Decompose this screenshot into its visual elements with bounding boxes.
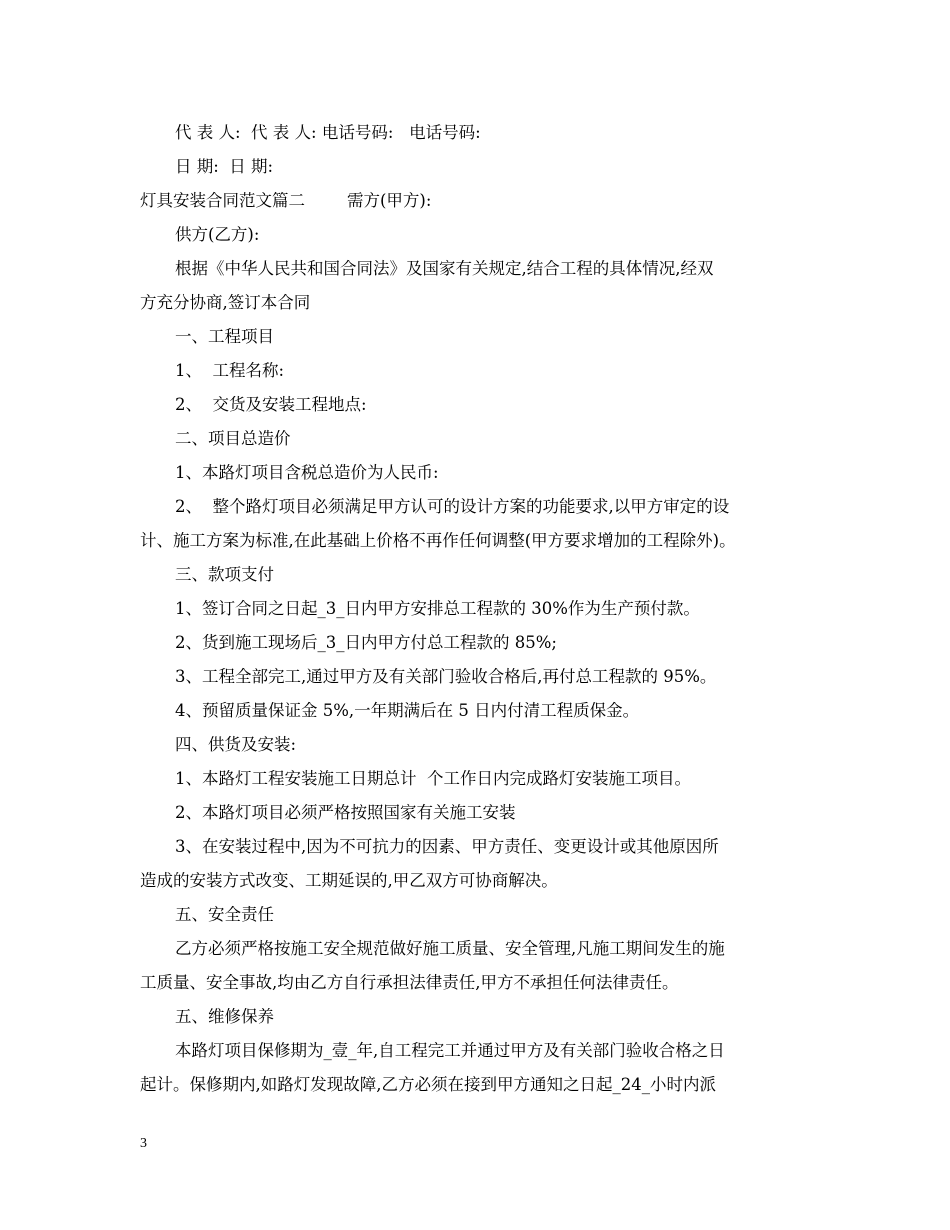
text-line: 起计。保修期内,如路灯发现故障,乙方必须在接到甲方通知之日起_24_小时内派 [140, 1075, 716, 1094]
text-line: 供方(乙方): [175, 225, 260, 244]
text-line: 灯具安装合同范文篇二 需方(甲方): [140, 191, 432, 210]
contract-body [140, 116, 830, 1102]
text-line: 五、安全责任 [175, 905, 274, 924]
text-line: 2、货到施工现场后_3_日内甲方付总工程款的 85%; [175, 633, 557, 652]
text-line: 2、 整个路灯项目必须满足甲方认可的设计方案的功能要求,以甲方审定的设 [175, 497, 730, 516]
text-line: 3、工程全部完工,通过甲方及有关部门验收合格后,再付总工程款的 95%。 [175, 667, 717, 686]
text-line: 工质量、安全事故,均由乙方自行承担法律责任,甲方不承担任何法律责任。 [140, 973, 679, 992]
text-line: 3、在安装过程中,因为不可抗力的因素、甲方责任、变更设计或其他原因所 [175, 837, 719, 856]
text-line: 乙方必须严格按施工安全规范做好施工质量、安全管理,凡施工期间发生的施 [175, 939, 725, 958]
text-line: 日 期: 日 期: [175, 157, 274, 176]
text-line: 根据《中华人民共和国合同法》及国家有关规定,结合工程的具体情况,经双 [175, 259, 714, 278]
page-number: 3 [140, 1136, 147, 1151]
text-line: 4、预留质量保证金 5%,一年期满后在 5 日内付清工程质保金。 [175, 701, 640, 720]
text-line: 2、 交货及安装工程地点: [175, 395, 367, 414]
text-line: 本路灯项目保修期为_壹_年,自工程完工并通过甲方及有关部门验收合格之日 [175, 1041, 725, 1060]
text-line: 1、本路灯工程安装施工日期总计 个工作日内完成路灯安装施工项目。 [175, 769, 691, 788]
text-line: 代 表 人: 代 表 人: 电话号码: 电话号码: [175, 123, 481, 142]
text-line: 一、工程项目 [175, 327, 274, 346]
text-line: 1、本路灯项目含税总造价为人民币: [175, 463, 439, 482]
text-line: 四、供货及安装: [175, 735, 297, 754]
text-line: 二、项目总造价 [175, 429, 291, 448]
text-line: 造成的安装方式改变、工期延误的,甲乙双方可协商解决。 [140, 871, 558, 890]
text-line: 计、施工方案为标准,在此基础上价格不再作任何调整(甲方要求增加的工程除外)。 [140, 531, 736, 550]
text-line: 1、 工程名称: [175, 361, 285, 380]
text-line: 三、款项支付 [175, 565, 274, 584]
text-line: 方充分协商,签订本合同 [140, 293, 311, 312]
text-line: 2、本路灯项目必须严格按照国家有关施工安装 [175, 803, 516, 822]
text-line: 1、签订合同之日起_3_日内甲方安排总工程款的 30%作为生产预付款。 [175, 599, 700, 618]
text-line: 五、维修保养 [175, 1007, 274, 1026]
